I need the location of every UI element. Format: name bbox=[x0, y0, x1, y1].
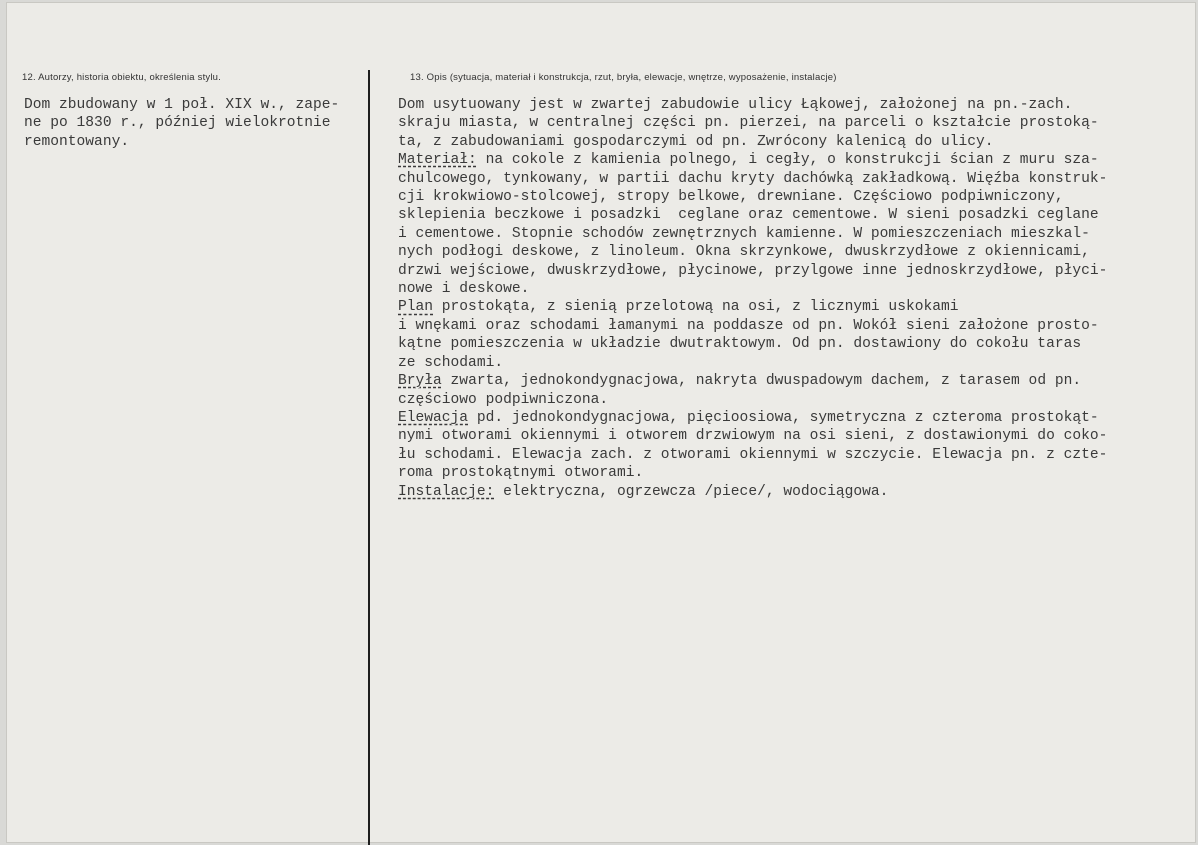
section-keyword: Elewacja bbox=[398, 409, 469, 426]
description-line: Materiał: na cokole z kamienia polnego, i cegły, o konstrukcji ścian z muru sza- bbox=[398, 152, 1099, 169]
description-line: ta, z zabudowaniami gospodarczymi od pn. Zwrócony kalenicą do ulicy. bbox=[398, 133, 994, 150]
description-line: cji krokwiowo-stolcowej, stropy belkowe, drewniane. Częściowo podpiwniczony, bbox=[398, 189, 1064, 206]
description-line: kątne pomieszczenia w układzie dwutraktowym. Od pn. dostawiony do cokołu taras bbox=[398, 336, 1082, 353]
section-keyword: Bryła bbox=[398, 373, 442, 390]
column-divider bbox=[368, 70, 370, 845]
description-line: nych podłogi deskowe, z linoleum. Okna skrzynkowe, dwuskrzydłowe z okiennicami, bbox=[398, 244, 1090, 261]
section-12-header: 12. Autorzy, historia obiektu, określenia stylu. bbox=[22, 72, 221, 83]
history-line: ne po 1830 r., później wielokrotnie bbox=[24, 115, 331, 132]
section-keyword: Materiał: bbox=[398, 152, 477, 169]
section-keyword: Instalacje: bbox=[398, 483, 495, 500]
description-line: i wnękami oraz schodami łamanymi na poddasze od pn. Wokół sieni założone prosto- bbox=[398, 317, 1099, 334]
description-line: ze schodami. bbox=[398, 354, 504, 371]
description-line: Elewacja pd. jednokondygnacjowa, pięcioosiowa, symetryczna z czteroma prostokąt- bbox=[398, 409, 1099, 426]
description-line: i cementowe. Stopnie schodów zewnętrznych kamienne. W pomieszczeniach mieszkal- bbox=[398, 225, 1090, 242]
section-13-header: 13. Opis (sytuacja, materiał i konstrukcja, rzut, bryła, elewacje, wnętrze, wyposażenie, instalacje) bbox=[410, 72, 837, 83]
description-line: roma prostokątnymi otworami. bbox=[398, 465, 644, 482]
description-line: Instalacje: elektryczna, ogrzewcza /piece/, wodociągowa. bbox=[398, 483, 889, 500]
description-line: nymi otworami okiennymi i otworem drzwiowym na osi sieni, z dostawionymi do coko- bbox=[398, 428, 1108, 445]
description-line: drzwi wejściowe, dwuskrzydłowe, płycinowe, przylgowe inne jednoskrzydłowe, płyci- bbox=[398, 262, 1108, 279]
description-line: Dom usytuowany jest w zwartej zabudowie ulicy Łąkowej, założonej na pn.-zach. bbox=[398, 97, 1073, 113]
description-line: chulcowego, tynkowany, w partii dachu kryty dachówką zakładkową. Więźba konstruk- bbox=[398, 170, 1108, 187]
description-line: Plan prostokąta, z sienią przelotową na osi, z licznymi uskokami bbox=[398, 299, 959, 316]
history-text bbox=[24, 96, 339, 151]
description-text bbox=[398, 96, 1107, 501]
description-line: Bryła zwarta, jednokondygnacjowa, nakryta dwuspadowym dachem, z tarasem od pn. bbox=[398, 373, 1082, 390]
description-line: nowe i deskowe. bbox=[398, 281, 530, 298]
section-keyword: Plan bbox=[398, 299, 434, 316]
description-line: łu schodami. Elewacja zach. z otworami okiennymi w szczycie. Elewacja pn. z czte- bbox=[398, 446, 1108, 463]
history-line: Dom zbudowany w 1 poł. XIX w., zape- bbox=[24, 97, 340, 113]
description-line: skraju miasta, w centralnej części pn. pierzei, na parceli o kształcie prostoką- bbox=[398, 115, 1099, 132]
record-card bbox=[6, 2, 1196, 843]
history-line: remontowany. bbox=[24, 133, 130, 150]
description-line: częściowo podpiwniczona. bbox=[398, 391, 609, 408]
description-line: sklepienia beczkowe i posadzki ceglane oraz cementowe. W sieni posadzki ceglane bbox=[398, 207, 1099, 224]
